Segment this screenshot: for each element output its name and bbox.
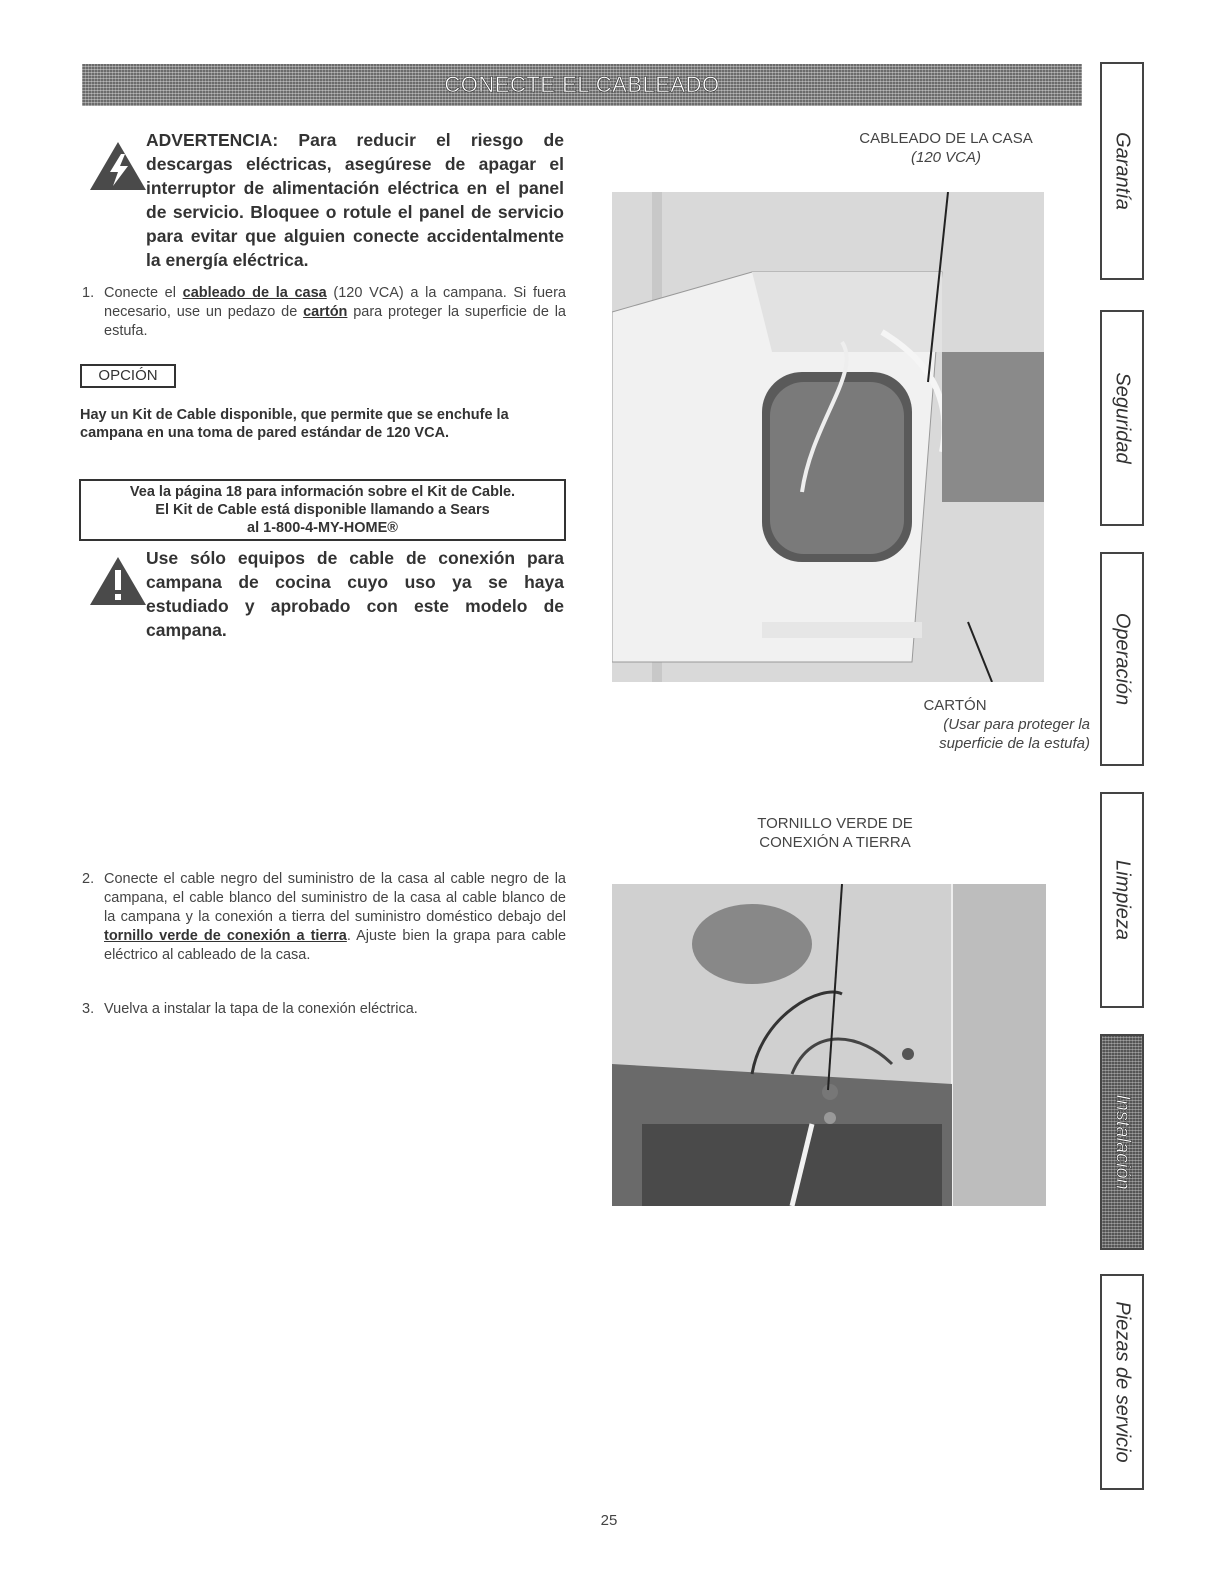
cardboard-label-title: CARTÓN [923,697,987,714]
section-title-bar [82,64,1082,106]
cardboard-link: cartón [303,304,348,320]
tab-label: Piezas de servicio [1111,1301,1134,1463]
hood-wiring-photo [612,192,1044,682]
tab-garantia[interactable] [1100,62,1144,280]
kit-line-3: al 1-800-4-MY-HOME® [247,520,398,536]
ground-screw-photo [612,884,1046,1206]
tab-seguridad[interactable] [1100,310,1144,526]
tab-instalacion[interactable] [1100,1034,1144,1250]
tab-label: Garantía [1111,132,1134,210]
kit-line-2: El Kit de Cable está disponible llamando a Sears [155,502,490,518]
cable-kit-info-box [79,479,566,541]
ground-screw-label-line-1: TORNILLO VERDE DE [757,815,913,832]
warning-shock-text: ADVERTENCIA: Para reducir el riesgo de descargas eléctricas, asegúrese de apagar el interruptor de alimentación eléctrica en el panel de servicio. Bloquee o rotule el panel de servicio para evitar que alguien conecte accidentalmente la energía eléctrica. [146,130,564,270]
cardboard-label-note-2: superficie de la estufa) [939,735,1090,752]
tab-label: Operación [1111,612,1134,706]
step-text: Vuelva a instalar la tapa de la conexión eléctrica. [104,1001,418,1017]
ground-screw-label [720,814,950,852]
tab-limpieza[interactable] [1100,792,1144,1008]
house-wiring-label-title: CABLEADO DE LA CASA [859,130,1033,147]
cardboard-label-note-1: (Usar para proteger la [943,716,1090,733]
option-label-box [80,364,176,388]
tab-label: Seguridad [1111,372,1134,464]
kit-line-1: Vea la página 18 para información sobre el Kit de Cable. [129,484,516,500]
option-label: OPCIÓN [98,367,158,384]
step-text: Conecte el cable negro del suministro de la casa al cable negro de la campana, el cable blanco del suministro de la casa al cable blanco de la campana y la conexión a tierra del suministro doméstico debajo del tornillo verde de conexión a tierra. Ajuste bien la grapa para cable eléctrico al cableado de la casa. [104,871,567,963]
house-wiring-link: cableado de la casa [182,285,327,301]
step-number: 1. [82,285,95,301]
cardboard-label [820,696,1090,753]
electric-shock-warning-icon [88,140,148,192]
tab-operacion[interactable] [1100,552,1144,766]
step-number: 2. [82,871,95,887]
house-wiring-label-voltage: (120 VCA) [910,149,982,166]
caution-warning-icon [88,555,148,607]
house-wiring-label [796,129,1096,167]
option-body-text: Hay un Kit de Cable disponible, que permite que se enchufe la campana en una toma de pared estándar de 120 VCA. [80,407,509,441]
ground-screw-label-line-2: CONEXIÓN A TIERRA [759,834,911,851]
green-ground-screw-link: tornillo verde de conexión a tierra [104,928,347,944]
step-number: 3. [82,1001,95,1017]
section-title: CONECTE EL CABLEADO [444,72,720,97]
step-text: Conecte el cableado de la casa (120 VCA) a la campana. Si fuera necesario, use un pedazo de cartón para proteger la superficie de la estufa. [104,285,566,339]
tab-label: Instalación [1111,1094,1134,1190]
warning-cable-text: Use sólo equipos de cable de conexión para campana de cocina cuyo uso ya se haya estudiado y aprobado con este modelo de campana. [146,548,564,640]
page-number: 25 [600,1512,618,1529]
tab-piezas-de-servicio[interactable] [1100,1274,1144,1490]
tab-label: Limpieza [1111,859,1134,941]
